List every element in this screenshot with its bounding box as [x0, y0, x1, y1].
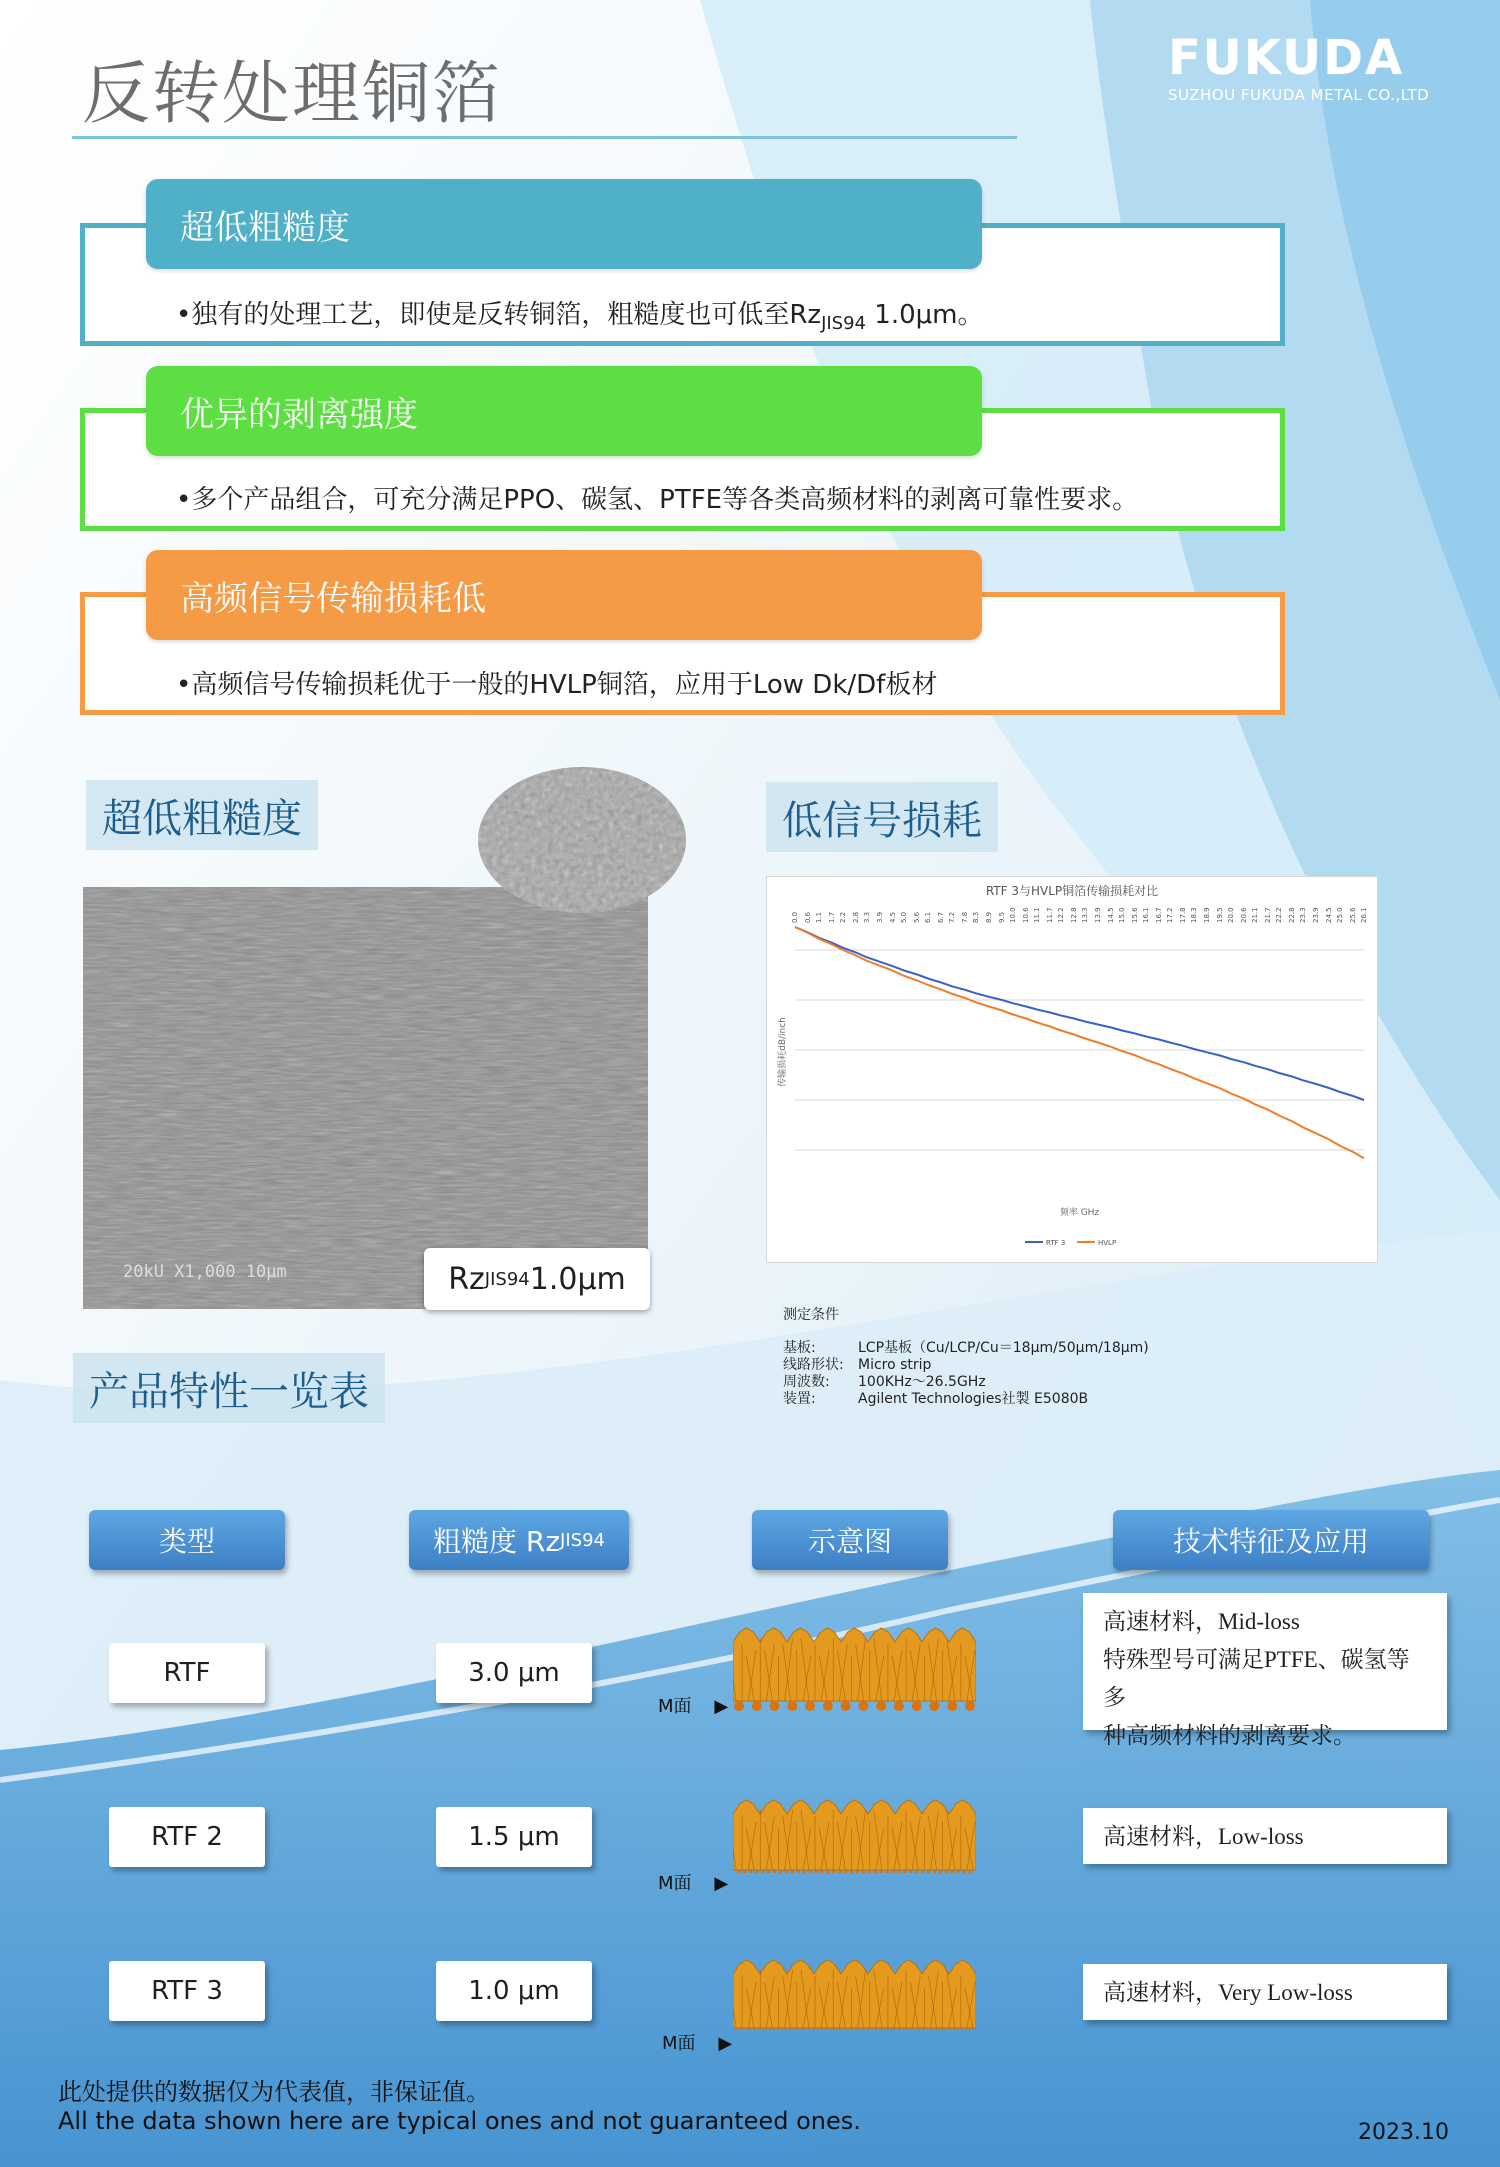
- treatment-nodule: [868, 1870, 871, 1873]
- copper-grain-body: [733, 1628, 976, 1701]
- chart-x-tick-label: 11.7: [1046, 907, 1055, 923]
- treatment-nodule: [801, 2028, 803, 2030]
- page-title: 反转处理铜箔: [82, 55, 503, 134]
- chart-series-line-rtf-3: [795, 927, 1364, 1100]
- condition-row: 周波数: 100KHz～26.5GHz: [783, 1374, 986, 1390]
- chart-x-tick-label: 19.5: [1216, 907, 1225, 923]
- chart-x-tick-label: 0.0: [791, 911, 799, 923]
- treatment-nodule: [755, 1870, 758, 1873]
- table-header-roughness: 粗糙度 Rz JIS94: [409, 1510, 629, 1570]
- treatment-nodule: [750, 2028, 752, 2030]
- chart-x-tick-label: 8.9: [985, 911, 994, 923]
- chart-title: RTF 3与HVLP铜箔传输损耗对比: [985, 884, 1159, 898]
- treatment-nodule: [826, 1870, 829, 1873]
- treatment-nodule: [965, 1701, 975, 1711]
- disclaimer-en: All the data shown here are typical ones and not guaranteed ones.: [58, 2107, 861, 2135]
- treatment-nodule: [761, 2028, 763, 2030]
- treatment-nodule: [947, 1701, 957, 1711]
- treatment-nodule: [867, 2028, 869, 2030]
- chart-x-tick-label: 7.8: [961, 911, 970, 923]
- chart-x-tick-label: 8.3: [971, 911, 980, 923]
- section-label-table: 产品特性一览表: [73, 1353, 385, 1423]
- chart-x-tick-label: 5.0: [900, 911, 909, 923]
- treatment-nodule: [927, 1870, 930, 1873]
- treatment-nodule: [863, 2028, 865, 2030]
- treatment-nodule: [912, 1701, 922, 1711]
- copper-profile-diagram-rtf3: [733, 1952, 976, 2042]
- treatment-nodule: [797, 2028, 799, 2030]
- m-face-label: M面 ▶: [662, 2033, 733, 2054]
- section-label-roughness: 超低粗糙度: [86, 780, 318, 850]
- treatment-nodule: [773, 2028, 775, 2030]
- treatment-nodule: [787, 1701, 797, 1711]
- treatment-nodule: [850, 1870, 853, 1873]
- chart-x-tick-label: 25.0: [1336, 907, 1345, 923]
- treatment-nodule: [814, 1870, 817, 1873]
- treatment-nodule: [749, 1870, 752, 1873]
- treatment-nodule: [820, 1870, 823, 1873]
- treatment-nodule: [862, 1870, 865, 1873]
- treatment-nodule: [949, 2028, 951, 2030]
- treatment-nodule: [879, 2028, 881, 2030]
- treatment-nodule: [903, 1870, 906, 1873]
- table-cell-tech: 高速材料，Very Low-loss: [1083, 1964, 1447, 2020]
- treatment-nodule: [951, 1870, 954, 1873]
- sem-zoom-inset: [476, 765, 688, 915]
- treatment-nodule: [841, 1701, 851, 1711]
- treatment-nodule: [851, 2028, 853, 2030]
- treatment-nodule: [824, 2028, 826, 2030]
- disclaimer-cn: 此处提供的数据仅为代表值，非保证值。: [58, 2078, 490, 2106]
- treatment-nodule: [957, 1870, 960, 1873]
- treatment-nodule: [939, 1870, 942, 1873]
- treatment-nodule: [828, 2028, 830, 2030]
- chart-x-axis-label: 频率 GHz: [1059, 1208, 1100, 1218]
- treatment-nodule: [962, 1870, 965, 1873]
- treatment-nodule: [832, 1870, 835, 1873]
- treatment-nodule: [734, 1701, 744, 1711]
- treatment-nodule: [876, 1701, 886, 1711]
- chart-x-tick-label: 23.3: [1298, 907, 1307, 923]
- treatment-nodule: [891, 2028, 893, 2030]
- m-face-label: M面 ▶: [658, 1696, 729, 1717]
- treatment-nodule: [895, 2028, 897, 2030]
- chart-x-tick-label: 5.6: [913, 911, 922, 923]
- rz-value-badge: Rz JIS94 1.0μm: [424, 1248, 650, 1310]
- treatment-nodule: [894, 1701, 904, 1711]
- treatment-nodule: [777, 2028, 779, 2030]
- treatment-nodule: [797, 1870, 800, 1873]
- treatment-nodule: [933, 1870, 936, 1873]
- chart-x-tick-label: 7.2: [947, 911, 956, 923]
- chart-x-tick-label: 1.7: [828, 911, 837, 923]
- feature-desc-peel: •多个产品组合，可充分满足PPO、碳氢、PTFE等各类高频材料的剥离可靠性要求。: [176, 485, 1139, 515]
- treatment-nodule: [836, 2028, 838, 2030]
- treatment-nodule: [965, 2028, 967, 2030]
- chart-x-tick-label: 17.2: [1165, 907, 1174, 923]
- chart-x-tick-label: 22.8: [1288, 907, 1297, 923]
- treatment-nodule: [823, 1701, 833, 1711]
- treatment-nodule: [897, 1870, 900, 1873]
- copper-grain-body: [733, 1800, 976, 1870]
- treatment-nodule: [804, 2028, 806, 2030]
- treatment-nodule: [805, 1701, 815, 1711]
- treatment-nodule: [761, 1870, 764, 1873]
- treatment-nodule: [902, 2028, 904, 2030]
- treatment-nodule: [770, 1701, 780, 1711]
- feature-heading-peel: 优异的剥离强度: [146, 366, 982, 456]
- chart-x-tick-label: 15.0: [1118, 907, 1127, 923]
- treatment-nodule: [929, 1701, 939, 1711]
- treatment-nodule: [808, 2028, 810, 2030]
- chart-x-tick-label: 11.1: [1032, 907, 1041, 923]
- treatment-nodule: [781, 2028, 783, 2030]
- treatment-nodule: [871, 2028, 873, 2030]
- table-header-tech: 技术特征及应用: [1113, 1510, 1429, 1570]
- loss-chart-panel: [766, 876, 1378, 1263]
- treatment-nodule: [838, 1870, 841, 1873]
- company-name: SUZHOU FUKUDA METAL CO.,LTD: [1168, 86, 1430, 104]
- section-label-loss: 低信号损耗: [766, 782, 998, 852]
- treatment-nodule: [921, 1870, 924, 1873]
- treatment-nodule: [773, 1870, 776, 1873]
- treatment-nodule: [953, 2028, 955, 2030]
- treatment-nodule: [757, 2028, 759, 2030]
- treatment-nodule: [808, 1870, 811, 1873]
- treatment-nodule: [848, 2028, 850, 2030]
- treatment-nodule: [844, 2028, 846, 2030]
- chart-x-tick-label: 10.6: [1022, 907, 1031, 923]
- treatment-nodule: [793, 2028, 795, 2030]
- chart-x-tick-label: 25.6: [1349, 907, 1358, 923]
- treatment-nodule: [785, 2028, 787, 2030]
- condition-row: 基板: LCP基板（Cu/LCP/Cu＝18μm/50μm/18μm): [783, 1340, 1149, 1356]
- chart-x-tick-label: 24.5: [1325, 907, 1334, 923]
- treatment-nodule: [941, 2028, 943, 2030]
- treatment-nodule: [909, 1870, 912, 1873]
- chart-x-tick-label: 3.9: [876, 911, 885, 923]
- table-header-type: 类型: [89, 1510, 285, 1570]
- treatment-nodule: [858, 1701, 868, 1711]
- feature-desc-loss: •高频信号传输损耗优于一般的HVLP铜箔，应用于Low Dk/Df板材: [176, 670, 938, 700]
- table-cell-type: RTF: [109, 1643, 265, 1703]
- chart-x-tick-label: 3.3: [862, 911, 871, 923]
- loss-chart: [767, 877, 1377, 1262]
- treatment-nodule: [743, 1870, 746, 1873]
- treatment-nodule: [887, 2028, 889, 2030]
- issue-date: 2023.10: [1358, 2120, 1449, 2145]
- treatment-nodule: [791, 1870, 794, 1873]
- treatment-nodule: [880, 1870, 883, 1873]
- treatment-nodule: [779, 1870, 782, 1873]
- table-cell-type: RTF 3: [109, 1961, 265, 2021]
- treatment-nodule: [874, 1870, 877, 1873]
- chart-x-tick-label: 14.5: [1107, 907, 1116, 923]
- chart-legend-label: HVLP: [1098, 1239, 1117, 1247]
- feature-heading-loss: 高频信号传输损耗低: [146, 550, 982, 640]
- chart-x-tick-label: 15.6: [1131, 907, 1140, 923]
- chart-x-tick-label: 21.1: [1250, 907, 1259, 923]
- chart-x-tick-label: 0.6: [804, 911, 813, 923]
- treatment-nodule: [957, 2028, 959, 2030]
- treatment-nodule: [961, 2028, 963, 2030]
- chart-x-tick-label: 6.7: [937, 911, 946, 923]
- treatment-nodule: [765, 2028, 767, 2030]
- treatment-nodule: [915, 1870, 918, 1873]
- chart-x-tick-label: 13.3: [1080, 907, 1089, 923]
- chart-x-tick-label: 10.0: [1009, 907, 1018, 923]
- feature-heading-roughness: 超低粗糙度: [146, 179, 982, 269]
- title-underline: [72, 136, 1017, 139]
- sem-caption: 20kU X1,000 10μm: [123, 1262, 287, 1282]
- copper-grain-body: [733, 1960, 976, 2028]
- table-cell-tech: 高速材料，Low-loss: [1083, 1808, 1447, 1864]
- treatment-nodule: [746, 2028, 748, 2030]
- m-face-label: M面 ▶: [658, 1873, 729, 1894]
- chart-x-tick-label: 16.1: [1141, 907, 1150, 923]
- chart-x-tick-label: 20.6: [1240, 907, 1249, 923]
- chart-x-tick-label: 9.5: [998, 911, 1007, 923]
- treatment-nodule: [922, 2028, 924, 2030]
- chart-x-tick-label: 18.3: [1189, 907, 1198, 923]
- chart-y-axis-label: 传输损耗dB/inch: [778, 1017, 788, 1087]
- treatment-nodule: [875, 2028, 877, 2030]
- treatment-nodule: [883, 2028, 885, 2030]
- chart-x-tick-label: 12.8: [1070, 907, 1079, 923]
- treatment-nodule: [968, 1870, 971, 1873]
- chart-legend-label: RTF 3: [1046, 1239, 1066, 1247]
- chart-x-tick-label: 20.0: [1227, 907, 1236, 923]
- chart-x-tick-label: 18.9: [1203, 907, 1212, 923]
- treatment-nodule: [752, 1701, 762, 1711]
- treatment-nodule: [812, 2028, 814, 2030]
- treatment-nodule: [742, 2028, 744, 2030]
- chart-x-tick-label: 4.5: [889, 911, 898, 923]
- treatment-nodule: [840, 2028, 842, 2030]
- company-logo: FUKUDA: [1168, 30, 1405, 86]
- treatment-nodule: [918, 2028, 920, 2030]
- treatment-nodule: [737, 1870, 740, 1873]
- treatment-nodule: [769, 2028, 771, 2030]
- condition-row: 线路形状: Micro strip: [783, 1357, 932, 1373]
- treatment-nodule: [934, 2028, 936, 2030]
- chart-x-tick-label: 17.8: [1179, 907, 1188, 923]
- conditions-title: 测定条件: [783, 1307, 839, 1323]
- treatment-nodule: [945, 1870, 948, 1873]
- table-cell-roughness: 3.0 μm: [436, 1643, 592, 1703]
- treatment-nodule: [855, 2028, 857, 2030]
- treatment-nodule: [785, 1870, 788, 1873]
- chart-x-tick-label: 23.9: [1312, 907, 1321, 923]
- treatment-nodule: [832, 2028, 834, 2030]
- chart-x-tick-label: 2.8: [852, 911, 861, 923]
- table-header-diagram: 示意图: [752, 1510, 948, 1570]
- chart-x-tick-label: 22.2: [1274, 907, 1283, 923]
- chart-x-tick-label: 13.9: [1094, 907, 1103, 923]
- treatment-nodule: [938, 2028, 940, 2030]
- table-cell-type: RTF 2: [109, 1807, 265, 1867]
- treatment-nodule: [891, 1870, 894, 1873]
- chart-x-tick-label: 21.7: [1264, 907, 1273, 923]
- chart-x-tick-label: 26.1: [1360, 907, 1368, 923]
- treatment-nodule: [910, 2028, 912, 2030]
- treatment-nodule: [930, 2028, 932, 2030]
- sem-image: [83, 887, 648, 1309]
- treatment-nodule: [859, 2028, 861, 2030]
- table-cell-roughness: 1.0 μm: [436, 1961, 592, 2021]
- treatment-nodule: [926, 2028, 928, 2030]
- copper-profile-diagram-rtf2: [733, 1792, 976, 1884]
- treatment-nodule: [898, 2028, 900, 2030]
- treatment-nodule: [969, 2028, 971, 2030]
- treatment-nodule: [803, 1870, 806, 1873]
- treatment-nodule: [738, 2028, 740, 2030]
- treatment-nodule: [906, 2028, 908, 2030]
- treatment-nodule: [945, 2028, 947, 2030]
- table-cell-tech: 高速材料，Mid-loss 特殊型号可满足PTFE、碳氢等多 种高频材料的剥离要求。: [1083, 1593, 1447, 1730]
- chart-x-tick-label: 6.1: [923, 911, 932, 923]
- treatment-nodule: [885, 1870, 888, 1873]
- chart-x-tick-label: 2.2: [838, 911, 847, 923]
- treatment-nodule: [914, 2028, 916, 2030]
- table-cell-roughness: 1.5 μm: [436, 1807, 592, 1867]
- condition-row: 装置: Agilent Technologies社製 E5080B: [783, 1391, 1089, 1407]
- treatment-nodule: [767, 1870, 770, 1873]
- chart-x-tick-label: 16.7: [1155, 907, 1164, 923]
- chart-x-tick-label: 1.1: [814, 911, 823, 923]
- treatment-nodule: [820, 2028, 822, 2030]
- feature-desc-roughness: •独有的处理工艺，即使是反转铜箔，粗糙度也可低至$Rz_{JIS94}$ 1.0μm。: [176, 300, 984, 335]
- treatment-nodule: [816, 2028, 818, 2030]
- treatment-nodule: [856, 1870, 859, 1873]
- treatment-nodule: [789, 2028, 791, 2030]
- chart-x-tick-label: 12.2: [1056, 907, 1065, 923]
- treatment-nodule: [844, 1870, 847, 1873]
- copper-profile-diagram-rtf: [733, 1620, 976, 1715]
- treatment-nodule: [754, 2028, 756, 2030]
